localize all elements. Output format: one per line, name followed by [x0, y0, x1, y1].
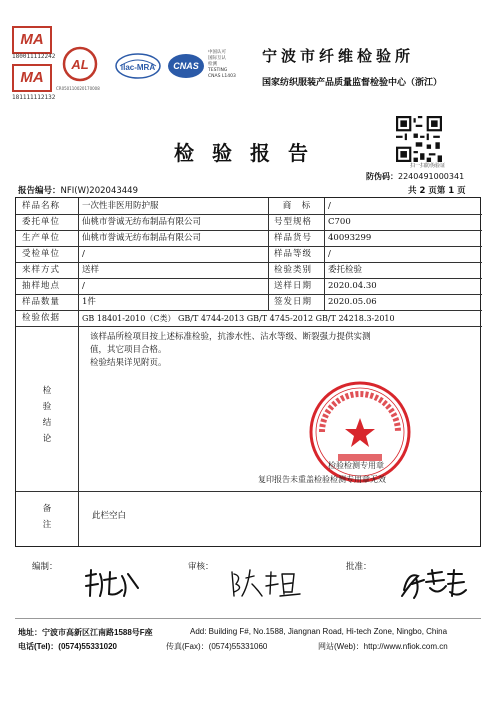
- table-row: [16, 294, 482, 311]
- conclusion-line: 该样品所检项目按上述标准检验，抗渗水性、沾水等级、断裂强力提供实测: [90, 332, 371, 342]
- cnas-desc-line: TESTING: [208, 68, 228, 73]
- table-row: [16, 198, 482, 215]
- footer-address-en: Add: Building F#, No.1588, Jiangnan Road, Hi-tech Zone, Ningbo, China: [190, 627, 448, 636]
- anti-fake-code: [366, 171, 464, 182]
- conclusion-line: 值，其它项目合格。: [90, 345, 167, 355]
- basis-label: 检验依据: [22, 313, 61, 323]
- model-value: C700: [328, 217, 351, 227]
- category-value: 委托检验: [328, 265, 363, 275]
- approved-by-label: 批准：: [346, 562, 372, 572]
- remark-label-char: 备: [42, 504, 52, 514]
- cnas-logo-icon: [166, 52, 206, 80]
- sampling-mode-label: 来样方式: [22, 265, 61, 275]
- category-label: 检验类别: [274, 265, 313, 275]
- issue-date-value: 2020.05.06: [328, 297, 377, 307]
- basis-value: GB 18401-2010（C类） GB/T 4744-2013 GB/T 4745-2012 GB/T 24218.3-2010: [82, 314, 395, 323]
- svg-text:CNAS: CNAS: [173, 61, 199, 71]
- conclusion-label-char: 检: [42, 386, 52, 396]
- grade-value: /: [328, 249, 331, 259]
- anti-fake-value: 2240491000341: [398, 172, 465, 181]
- report-no-value: NFI(W)202043449: [60, 186, 138, 196]
- report-title: 检验报告: [174, 141, 326, 165]
- delivery-date-label: 送样日期: [274, 281, 313, 291]
- compiled-by-label: 编制：: [32, 562, 58, 572]
- cnas-desc-line: CNAS L1403: [208, 74, 236, 79]
- footer-fax: 传真(Fax)：(0574)55331060: [166, 642, 268, 651]
- svg-text:ilac-MRA: ilac-MRA: [120, 63, 156, 72]
- footer-address-cn: 地址：宁波市高新区江南路1588号F座: [18, 628, 153, 637]
- svg-text:AL: AL: [71, 57, 89, 72]
- cnas-desc-line: 国际互认: [208, 56, 226, 61]
- footer-tel: 电话(Tel)：(0574)55331020: [18, 642, 118, 651]
- conclusion-label: [40, 383, 54, 447]
- item-no-value: 40093299: [328, 233, 372, 243]
- reviewed-by-label: 审核：: [188, 562, 214, 572]
- cal-logo-icon: [62, 46, 98, 82]
- remark-label-char: 注: [42, 520, 52, 530]
- col-divider: [78, 198, 79, 546]
- inspected-unit-value: /: [82, 249, 85, 259]
- quantity-value: 1件: [82, 297, 96, 307]
- col-divider: [324, 198, 325, 310]
- conclusion-label-char: 验: [42, 402, 52, 412]
- issue-date-label: 签发日期: [274, 297, 313, 307]
- qr-code-icon[interactable]: [396, 116, 442, 162]
- cnas-desc-line: 检测: [208, 62, 217, 67]
- model-label: 号型规格: [274, 217, 313, 227]
- conclusion-label-char: 结: [42, 418, 52, 428]
- remark-label: [40, 501, 54, 533]
- stamp-note: 检验检测专用章: [328, 461, 384, 470]
- approver-signature-icon: [398, 566, 470, 602]
- report-number: [18, 184, 138, 196]
- institute-name: 宁波市纤维检验所: [262, 47, 415, 65]
- cma-code-2: 181111112132: [12, 94, 56, 101]
- producer-label: 生产单位: [22, 233, 61, 243]
- inspected-unit-label: 受检单位: [22, 249, 61, 259]
- footer-divider: [15, 618, 481, 619]
- table-row: [16, 230, 482, 247]
- sampling-place-value: /: [82, 281, 85, 291]
- anti-fake-label: 防伪码：: [366, 172, 398, 181]
- table-row: [16, 310, 482, 327]
- sample-name-label: 样品名称: [22, 201, 61, 211]
- conclusion-line: 检验结果详见附页。: [90, 358, 167, 368]
- table-row: [16, 246, 482, 263]
- cnas-description: [208, 50, 236, 80]
- sample-name-value: 一次性非医用防护服: [82, 201, 159, 211]
- cma-logo-2: MA: [12, 64, 52, 92]
- sampling-place-label: 抽样地点: [22, 281, 61, 291]
- table-row: [16, 278, 482, 295]
- footer-website[interactable]: 网站(Web)：http://www.nfiok.com.cn: [318, 642, 448, 651]
- delivery-date-value: 2020.04.30: [328, 281, 377, 291]
- cma-code-1: 180011112242: [12, 53, 56, 60]
- producer-value: 仙桃市誉诚无纺布制品有限公司: [82, 233, 202, 243]
- client-label: 委托单位: [22, 217, 61, 227]
- quantity-label: 样品数量: [22, 297, 61, 307]
- table-row: [16, 214, 482, 231]
- conclusion-label-char: 论: [42, 434, 52, 444]
- reviewer-signature-icon: [228, 566, 308, 600]
- cnas-desc-line: 中国认可: [208, 50, 226, 55]
- col-divider: [268, 198, 269, 310]
- compiler-signature-icon: [82, 566, 142, 602]
- trademark-label: 商 标: [282, 201, 312, 211]
- grade-label: 样品等级: [274, 249, 313, 259]
- institute-subtitle: 国家纺织服装产品质量监督检验中心（浙江）: [262, 78, 443, 88]
- table-row: [16, 262, 482, 279]
- conclusion-text: [90, 331, 470, 370]
- trademark-value: /: [328, 201, 331, 211]
- qr-scan-label: 扫一扫防伪验证: [410, 163, 446, 169]
- ilac-mra-logo-icon: [114, 52, 162, 80]
- report-table: [15, 197, 481, 547]
- cma-logo: MA: [12, 26, 52, 54]
- remark-value: 此栏空白: [92, 511, 127, 521]
- sampling-mode-value: 送样: [82, 265, 100, 275]
- client-value: 仙桃市誉诚无纺布制品有限公司: [82, 217, 202, 227]
- stamp-disclaimer: 复印报告未重盖检验检测专用章无效: [258, 475, 386, 484]
- report-no-label: 报告编号：: [18, 186, 61, 196]
- cal-caption: CR050110020170008: [56, 86, 100, 91]
- item-no-label: 样品货号: [274, 233, 313, 243]
- page-info: 共 2 页第 1 页: [408, 186, 466, 196]
